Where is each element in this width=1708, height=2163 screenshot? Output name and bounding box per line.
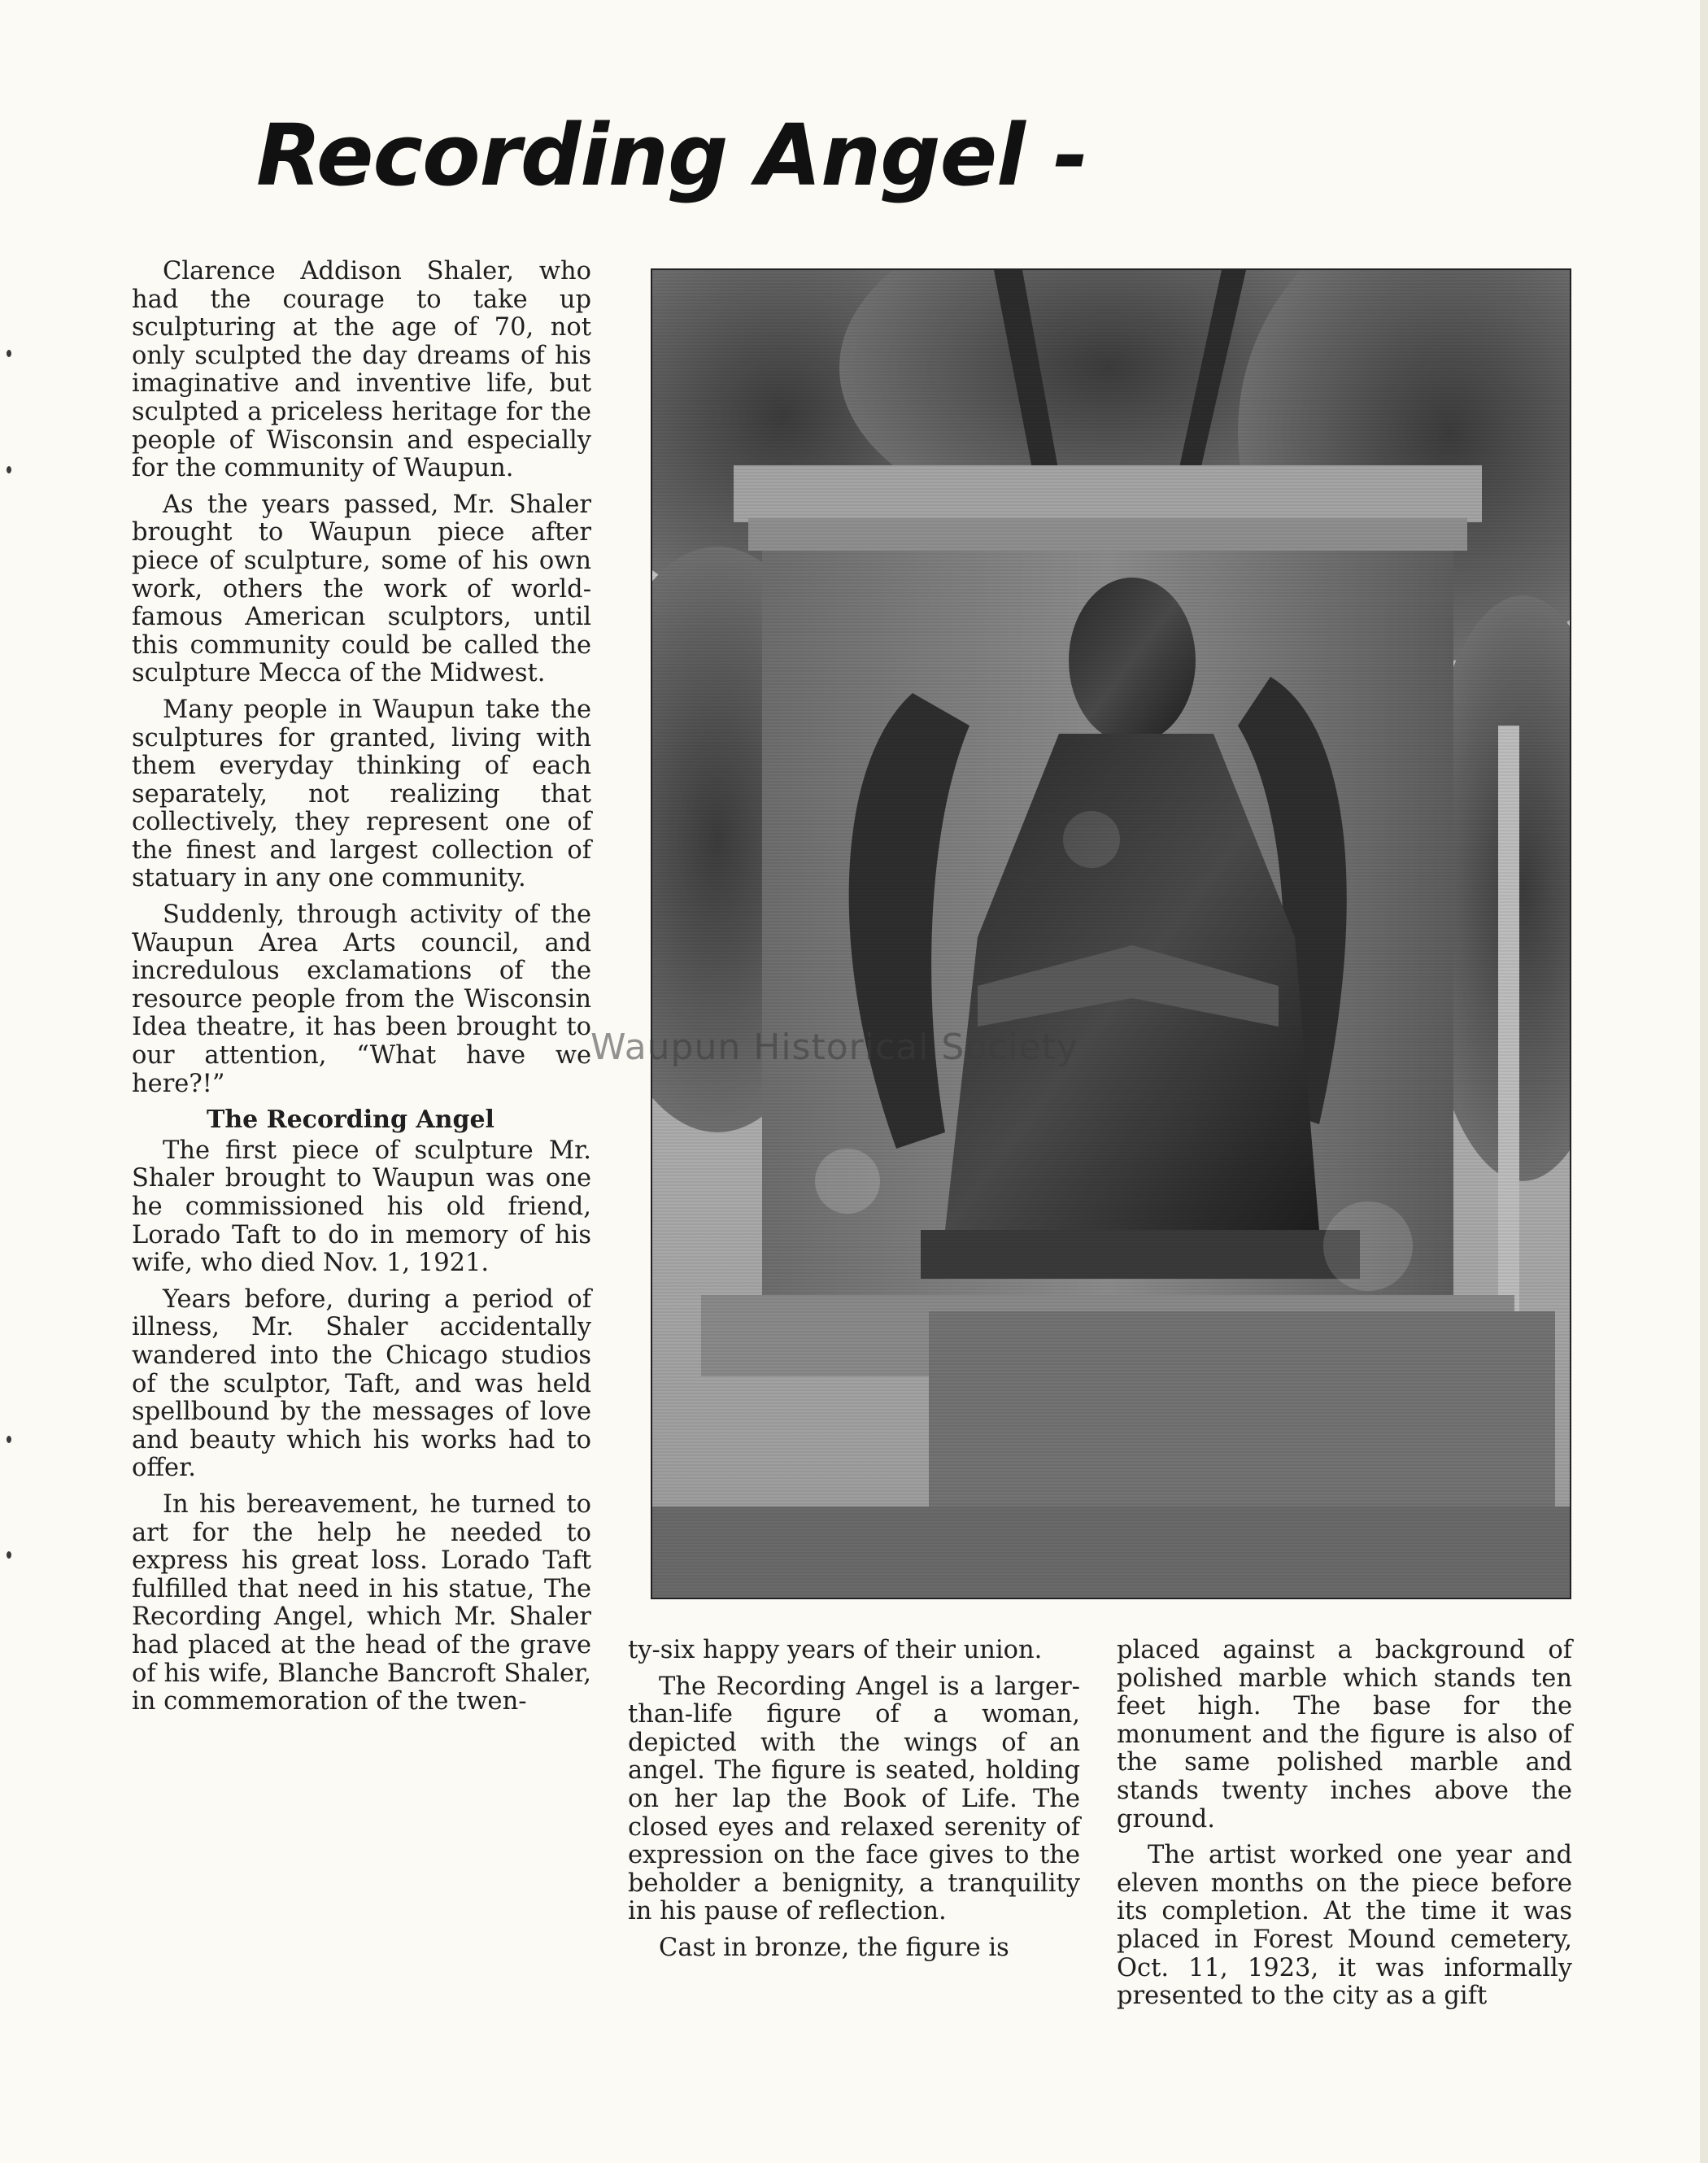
punch-mark — [7, 350, 11, 357]
paragraph: placed against a background of polished marble which stands ten feet high. The base for the monument and the figure is also of the same polished marble and stands twenty inches above the ground. — [1117, 1636, 1572, 1834]
paragraph: Years before, during a period of illness, Mr. Shaler accidentally wandered into the Chicago studios of the sculptor, Taft, and was held spellbound by the messages of love and beauty which his works had to offer. — [132, 1284, 591, 1483]
paragraph: Cast in bronze, the figure is — [659, 1933, 1009, 1962]
paragraph: ty-six happy years of their union. — [628, 1636, 1043, 1664]
paragraph: The Recording Angel is a larger-than-life figure of a woman, depicted with the wings of an angel. The figure is seated, holding on her lap the Book of Life. The closed eyes and relaxed serenity of expression on the face gives to the beholder a benignity, a tranquility in his pause of reflection. — [628, 1672, 1080, 1926]
punch-mark — [7, 466, 11, 473]
punch-mark — [7, 1436, 11, 1443]
statue-photo-icon — [652, 270, 1570, 1598]
subheading: The Recording Angel — [207, 1105, 495, 1135]
recording-angel-photo — [651, 268, 1571, 1599]
paragraph: The first piece of sculpture Mr. Shaler brought to Waupun was one he commissioned his old friend, Lorado Taft to do in memory of his wife, who died Nov. 1, 1921. — [132, 1136, 591, 1278]
paragraph: The artist worked one year and eleven months on the piece before its completion. At the time it was placed in Forest Mound cemetery, Oct. 11, 1923, it was informally presented to the city as a gift — [1117, 1841, 1572, 2011]
paragraph: Many people in Waupun take the sculptures for granted, living with them everyday thinking of each separately, not realizing that collectively, they represent one of the finest and largest collection of statuary in any one community. — [132, 695, 591, 893]
paragraph: As the years passed, Mr. Shaler brought to Waupun piece after piece of sculpture, some of his own work, others the work of world-famous American sculptors, until this community could be called the sculpture Mecca of the Midwest. — [132, 490, 591, 688]
punch-mark — [7, 1551, 11, 1559]
watermark: Waupun Historical Society — [590, 1027, 1078, 1068]
article-column-3 — [1117, 1637, 1572, 2019]
page-title: Recording Angel - — [256, 106, 1088, 205]
paragraph: Clarence Addison Shaler, who had the courage to take up sculpturing at the age of 70, not only sculpted the day dreams of his imaginative and inventive life, but sculpted a priceless heritage for the people of Wisconsin and especially for the community of Waupun. — [132, 257, 591, 483]
page-edge — [1700, 0, 1708, 2163]
paragraph: Suddenly, through activity of the Waupun Area Arts council, and incredulous exclamations of the resource people from the Wisconsin Idea theatre, it has been brought to our attention, “What have we here?!” — [132, 901, 591, 1098]
paragraph: In his bereavement, he turned to art for the help he needed to express his great loss. Lorado Taft fulfilled that need in his statue, The Recording Angel, which Mr. Shaler had placed at the head of the grave of his wife, Blanche Bancroft Shaler, in commemoration of the twen- — [132, 1489, 591, 1716]
article-column-1 — [132, 258, 591, 1725]
article-column-2 — [628, 1637, 1080, 1971]
